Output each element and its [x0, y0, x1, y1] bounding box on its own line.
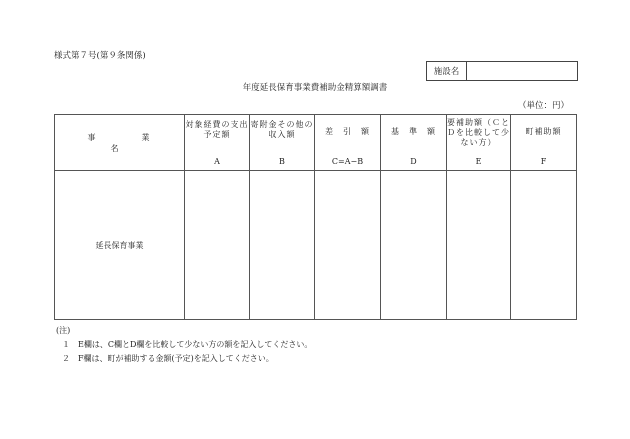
header-label: 差 引 額 [325, 127, 370, 136]
unit-note: （単位：円） [518, 101, 570, 111]
facility-box [426, 61, 578, 81]
document-title: 年度延長保育事業費補助金精算額調書 [242, 83, 388, 93]
header-col-d [381, 115, 447, 171]
row-business-name: 延長保育事業 [55, 171, 185, 320]
form-number: 様式第７号(第９条関係) [54, 51, 146, 61]
table-row [55, 171, 577, 320]
header-col-e [447, 115, 511, 171]
note-item: １ E欄は、C欄とD欄を比較して少ない方の額を記入してください。 [62, 340, 313, 349]
header-col-b [250, 115, 315, 171]
cell-f-input[interactable] [511, 171, 577, 320]
cell-d-input[interactable] [381, 171, 447, 320]
header-letter: D [410, 157, 417, 166]
header-business-name: 事 業 名 [55, 115, 185, 171]
header-label: 対象経費の支出予定額 [185, 120, 249, 139]
facility-value-field[interactable] [467, 62, 577, 80]
facility-label: 施設名 [427, 62, 467, 80]
header-label: 要補助額（ＣとＤを比較して少ない方） [447, 118, 510, 147]
cell-e-input[interactable] [447, 171, 511, 320]
header-letter: C=A−B [331, 157, 364, 166]
header-letter: B [279, 157, 285, 166]
header-letter: E [475, 157, 482, 166]
notes-section [56, 324, 312, 366]
table-header-row [55, 115, 577, 171]
cell-b-input[interactable] [250, 171, 315, 320]
header-col-c [315, 115, 381, 171]
settlement-table [54, 114, 577, 320]
header-col-f [511, 115, 577, 171]
header-label: 町補助額 [525, 127, 562, 136]
notes-heading: (注) [56, 326, 71, 335]
header-label: 寄附金その他の収入額 [250, 120, 314, 139]
header-letter: A [214, 157, 220, 166]
cell-a-input[interactable] [185, 171, 250, 320]
cell-c-input[interactable] [315, 171, 381, 320]
note-item: ２ F欄は、町が補助する金額(予定)を記入してください。 [62, 354, 274, 363]
header-letter: F [540, 157, 547, 166]
header-label: 基 準 額 [391, 127, 436, 136]
header-col-a [185, 115, 250, 171]
